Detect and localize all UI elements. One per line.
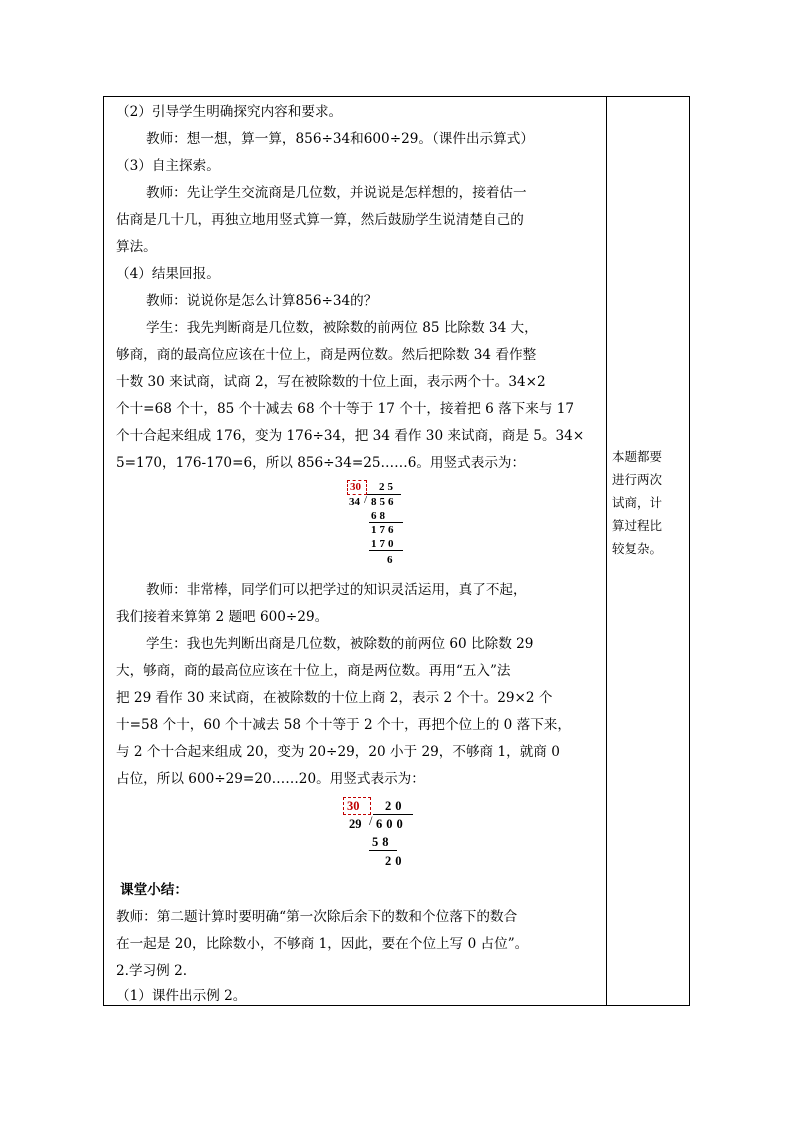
trial-divisor: 30: [347, 799, 360, 813]
division-bracket: [367, 494, 401, 495]
text-line: 学生：我先判断商是几位数，被除数的前两位 85 比除数 34 大，: [146, 320, 538, 336]
note-line: 较复杂。: [612, 541, 663, 556]
text-line: 教师：非常棒，同学们可以把学过的知识灵活运用，真了不起，: [146, 582, 527, 598]
column-divider: [606, 97, 607, 1005]
final-remainder: 6: [387, 554, 393, 566]
text-line: 大，够商，商的最高位应该在十位上，商是两位数。再用“五入”法: [116, 663, 511, 679]
text-line: 个十合起来组成 176，变为 176÷34，把 34 看作 30 来试商，商是 5。34×: [116, 428, 585, 444]
subtraction-line: [369, 850, 397, 851]
text-line: 个十=68 个十，85 个十减去 68 个十等于 17 个十，接着把 6 落下来与 17: [116, 401, 575, 417]
dividend: 600: [376, 817, 407, 831]
subtraction-line: [369, 550, 403, 551]
dividend: 856: [371, 496, 397, 508]
bracket-stroke: /: [364, 494, 368, 506]
bracket-stroke: /: [369, 814, 373, 828]
text-line: 2.学习例 2.: [116, 963, 188, 979]
text-line: 在一起是 20，比除数小，不够商 1，因此，要在个位上写 0 占位”。: [116, 936, 529, 952]
text-line: 十=58 个十，60 个十减去 58 个十等于 2 个十，再把个位上的 0 落下来，: [116, 717, 571, 733]
text-line: （3）自主探索。: [116, 158, 220, 174]
text-line: 与 2 个十合起来组成 20，变为 20÷29，20 小于 29，不够商 1，就商 0: [116, 744, 560, 760]
text-line: （1）课件出示例 2。: [116, 988, 247, 1004]
lesson-table: [103, 96, 690, 1006]
quotient: 25: [379, 481, 396, 493]
divisor: 34: [349, 496, 360, 508]
text-line: 教师：想一想，算一算，856÷34和600÷29。（课件出示算式）: [146, 131, 534, 147]
final-remainder: 20: [385, 854, 406, 868]
long-division-856-by-34: [345, 480, 415, 570]
trial-divisor: 30: [350, 481, 361, 493]
text-line: 教师：说说你是怎么计算856÷34的？: [146, 293, 378, 309]
text-line: 十数 30 来试商，试商 2，写在被除数的十位上面，表示两个十。34×2: [116, 374, 546, 390]
note-line: 试商，计: [612, 495, 663, 510]
subtraction-line: [369, 522, 403, 523]
text-line: （2）引导学生明确探究内容和要求。: [116, 104, 343, 120]
note-line: 本题都要: [612, 449, 663, 464]
divisor: 29: [349, 817, 362, 831]
text-line: 学生：我也先判断出商是几位数，被除数的前两位 60 比除数 29: [146, 636, 534, 652]
partial-remainder: 176: [371, 524, 397, 536]
text-line: 估商是几十几，再独立地用竖式算一算，然后鼓励学生说清楚自己的: [116, 212, 524, 228]
text-line: 教师：第二题计算时要明确“第一次除后余下的数和个位落下的数合: [116, 909, 518, 925]
text-line: 我们接着来算第 2 题吧 600÷29。: [116, 609, 329, 625]
division-bracket: [373, 814, 413, 815]
note-line: 算过程比: [612, 518, 663, 533]
text-line: 算法。: [116, 239, 157, 255]
quotient: 20: [385, 799, 406, 813]
text-line: 把 29 看作 30 来试商，在被除数的十位上商 2，表示 2 个十。29×2 个: [116, 690, 553, 706]
text-line: 占位，所以 600÷29=20……20。用竖式表示为：: [116, 771, 425, 787]
note-line: 进行两次: [612, 472, 663, 487]
long-division-600-by-29: [341, 797, 421, 871]
text-line: 够商，商的最高位应该在十位上，商是两位数。然后把除数 34 看作整: [116, 347, 537, 363]
side-note: [612, 445, 682, 560]
section-heading: 课堂小结：: [120, 882, 188, 898]
text-line: （4）结果回报。: [116, 266, 220, 282]
product-line: 58: [372, 835, 393, 849]
text-line: 5=170，176-170=6，所以 856÷34=25……6。用竖式表示为：: [116, 455, 526, 471]
product-line: 68: [371, 510, 388, 522]
product-line: 170: [371, 538, 397, 550]
text-line: 教师：先让学生交流商是几位数，并说说是怎样想的，接着估一: [146, 185, 527, 201]
